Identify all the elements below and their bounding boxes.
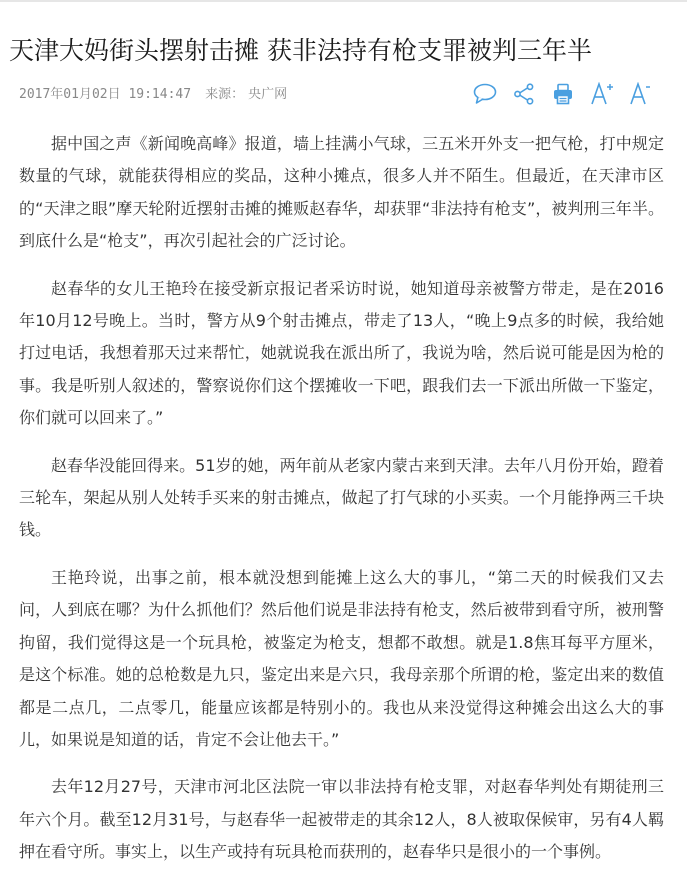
article-meta	[19, 85, 301, 105]
font-decrease-button[interactable]	[628, 81, 654, 107]
top-divider	[0, 0, 687, 2]
article-toolbar	[472, 81, 667, 107]
paragraph: 去年12月27号，天津市河北区法院一审以非法持有枪支罪，对赵春华判处有期徒刑三年六个月。截至12月31号，与赵春华一起被带走的其余12人，8人被取保候审，另有4人羁押在看守所。事实上，以生产或持有玩具枪而获刑的，赵春华只是很小的一个事例。	[19, 777, 664, 862]
share-button[interactable]	[511, 81, 537, 107]
font-increase-button[interactable]	[589, 81, 615, 107]
font-decrease-icon	[629, 82, 653, 106]
source-name[interactable]: 央广网	[248, 87, 288, 102]
font-increase-icon	[590, 82, 614, 106]
article-body	[19, 128, 664, 884]
paragraph: 据中国之声《新闻晚高峰》报道，墙上挂满小气球，三五米开外支一把气枪，打中规定数量的气球，就能获得相应的奖品，这种小摊点，很多人并不陌生。但最近，在天津市区的“天津之眼”摩天轮附近摆射击摊的摊贩赵春华，却获罪“非法持有枪支”，被判刑三年半。到底什么是“枪支”，再次引起社会的广泛讨论。	[19, 134, 664, 251]
print-button[interactable]	[550, 81, 576, 107]
share-icon	[513, 83, 535, 105]
publish-date: 2017年01月02日 19:14:47	[19, 87, 192, 102]
source-label: 来源：	[205, 87, 245, 102]
print-icon	[552, 83, 574, 105]
paragraph: 王艳玲说，出事之前，根本就没想到能摊上这么大的事儿，“第二天的时候我们又去问，人到底在哪？为什么抓他们？然后他们说是非法持有枪支，然后被带到看守所，被刑警拘留，我们觉得这是一个玩具枪，被鉴定为枪支，想都不敢想。就是1.8焦耳每平方厘米，是这个标准。她的总枪数是九只，鉴定出来是六只，我母亲那个所谓的枪，鉴定出来的数值都是二点几，二点零几，能量应该都是特别小的。我也从来没觉得这种摊会出这么大的事儿，如果说是知道的话，肯定不会让他去干。”	[19, 567, 664, 749]
comment-button[interactable]	[472, 81, 498, 107]
comment-icon	[473, 83, 497, 105]
paragraph: 赵春华没能回得来。51岁的她，两年前从老家内蒙古来到天津。去年八月份开始，蹬着三轮车，架起从别人处转手买来的射击摊点，做起了打气球的小买卖。一个月能挣两三千块钱。	[19, 455, 664, 540]
article-title: 天津大妈街头摆射击摊 获非法持有枪支罪被判三年半	[9, 36, 592, 65]
paragraph: 赵春华的女儿王艳玲在接受新京报记者采访时说，她知道母亲被警方带走，是在2016年10月12号晚上。当时，警方从9个射击摊点，带走了13人，“晚上9点多的时候，我给她打过电话，我想着那天过来帮忙，她就说我在派出所了，我说为啥，然后说可能是因为枪的事。我是听别人叙述的，警察说你们这个摆摊收一下吧，跟我们去一下派出所做一下鉴定，你们就可以回来了。”	[19, 278, 664, 428]
